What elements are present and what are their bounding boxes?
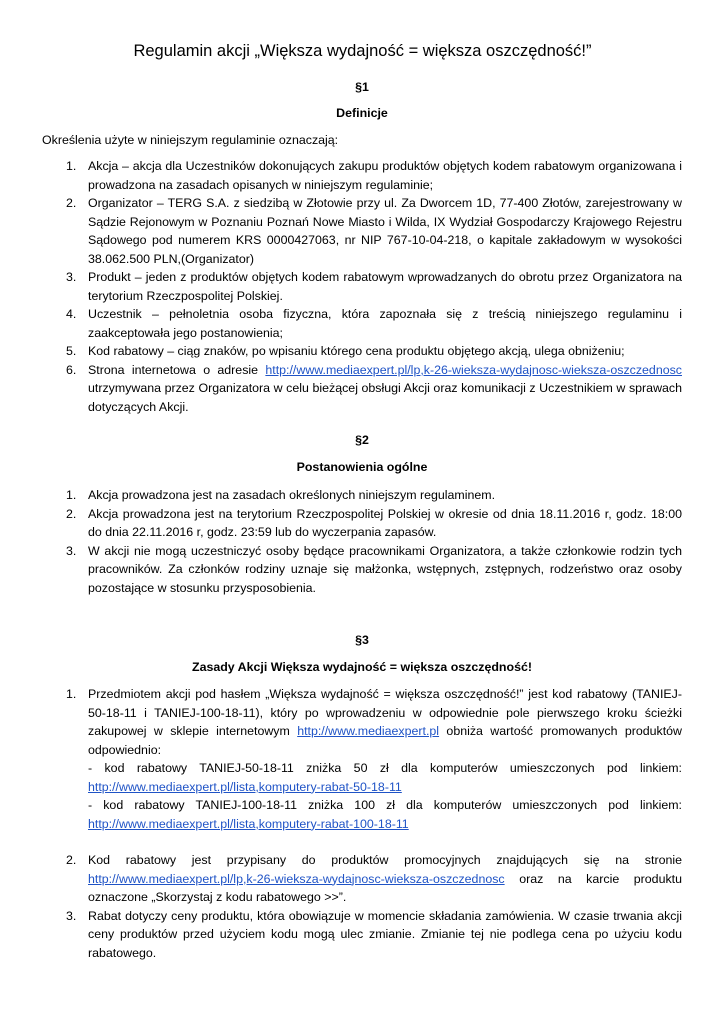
computers-50-link[interactable]: http://www.mediaexpert.pl/lista,komputery-rabat-50-18-11	[88, 779, 402, 794]
section-2-heading: §2	[355, 433, 369, 447]
list-item: 2. Akcja prowadzona jest na terytorium Rzeczpospolitej Polskiej w okresie od dnia 18.11.2016 r, godz. 18:00 do dnia 22.11.2016 r, godz. 23:59 lub do wyczerpania zapasów.	[66, 506, 682, 539]
list-item: 3. W akcji nie mogą uczestniczyć osoby będące pracownikami Organizatora, a także członkowie rodzin tych pracowników. Za członków rodziny uznaje się małżonka, wstępnych, zstępnych, rodzeństwo oraz osoby pozostające w stosunku przysposobienia.	[66, 543, 682, 595]
section-2-subheading: Postanowienia ogólne	[296, 460, 428, 474]
spacer	[42, 833, 682, 851]
promo-page-link[interactable]: http://www.mediaexpert.pl/lp,k-26-wieksza-wydajnosc-wieksza-oszczednosc	[88, 871, 505, 886]
general-provisions-list	[42, 486, 682, 597]
list-item: 2. Organizator – TERG S.A. z siedzibą w Złotowie przy ul. Za Dworcem 1D, 77-400 Złotów, zarejestrowany w Sądzie Rejonowym w Poznaniu Poznań Nowe Miasto i Wilda, IX Wydział Gospodarczy Krajowego Rejestru Sądowego pod numerem KRS 0000427063, nr NIP 767-10-04-218, o kapitale zakładowym w wysokości 38.062.500 PLN,(Organizator)	[66, 196, 682, 266]
list-item: 2. Kod rabatowy jest przypisany do produktów promocyjnych znajdujących się na stronie http://www.mediaexpert.pl/lp,k-26-wieksza-wydajnosc-wieksza-oszczednosc oraz na karcie produktu oznaczone „Skorzystaj z kodu rabatowego >>”.	[66, 853, 682, 904]
section-3-heading: §3	[355, 633, 369, 647]
document-title: Regulamin akcji „Większa wydajność = większa oszczędność!”	[133, 42, 592, 60]
section-1-subheading: Definicje	[336, 106, 388, 120]
list-item: 4. Uczestnik – pełnoletnia osoba fizyczna, która zapoznała się z treścią niniejszego regulaminu i zaakceptowała jego postanowienia;	[66, 307, 682, 340]
list-item: 3. Rabat dotyczy ceny produktu, która obowiązuje w momencie składania zamówienia. W czasie trwania akcji ceny produktów przed użyciem kodu mogą ulec zmianie. Zmianie tej nie podlega cena po użyciu kodu rabatowego.	[66, 908, 682, 960]
list-item: 1. Akcja – akcja dla Uczestników dokonujących zakupu produktów objętych kodem rabatowym organizowana i prowadzona na zasadach opisanych w niniejszym regulaminie;	[66, 159, 682, 192]
list-item: 1. Akcja prowadzona jest na zasadach określonych niniejszym regulaminem.	[66, 488, 496, 502]
section-3-subheading: Zasady Akcji Większa wydajność = większa oszczędność!	[192, 660, 532, 674]
rules-list	[42, 685, 682, 962]
list-item: 1. Przedmiotem akcji pod hasłem „Większa wydajność = większa oszczędność!” jest kod rabatowy (TANIEJ-50-18-11 i TANIEJ-100-18-11), który po wprowadzeniu w odpowiednie pole pierwszego kroku ścieżki zakupowej w sklepie internetowym http://www.mediaexpert.pl obniża wartość promowanych produktów odpowiednio: - kod rabatowy TANIEJ-50-18-11 zniżka 50 zł dla komputerów umieszczonych pod linkiem: http://www.mediaexpert.pl/lista,komputery-rabat-50-18-11 - kod rabatowy TANIEJ-100-18-11 zniżka 100 zł dla komputerów umieszczonych pod linkiem: http://www.mediaexpert.pl/lista,komputery-rabat-100-18-11	[42, 685, 682, 833]
website-link[interactable]: http://www.mediaexpert.pl/lp,k-26-wieksza-wydajnosc-wieksza-oszczednosc	[265, 362, 682, 377]
section-1-intro: Określenia użyte w niniejszym regulaminie oznaczają:	[42, 133, 339, 147]
list-item: 3. Produkt – jeden z produktów objętych kodem rabatowym wprowadzanych do obrotu przez Organizatora na terytorium Rzeczpospolitej Polskiej.	[66, 270, 682, 303]
list-item: 5. Kod rabatowy – ciąg znaków, po wpisaniu którego cena produktu objętego akcją, ulega obniżeniu;	[66, 344, 625, 358]
list-item: 6. Strona internetowa o adresie http://www.mediaexpert.pl/lp,k-26-wieksza-wydajnosc-wieksza-oszczednosc utrzymywana przez Organizatora w celu bieżącej obsługi Akcji oraz komunikacji z Uczestnikiem w sprawach dotyczących Akcji.	[66, 362, 682, 414]
section-1-heading: §1	[355, 80, 369, 94]
discount-code-2: - kod rabatowy TANIEJ-100-18-11 zniżka 100 zł dla komputerów umieszczonych pod linkiem:	[88, 798, 682, 812]
discount-code-1: - kod rabatowy TANIEJ-50-18-11 zniżka 50 zł dla komputerów umieszczonych pod linkiem:	[88, 761, 682, 775]
definitions-list	[42, 157, 682, 416]
computers-100-link[interactable]: http://www.mediaexpert.pl/lista,komputery-rabat-100-18-11	[88, 816, 409, 831]
mediaexpert-link[interactable]: http://www.mediaexpert.pl	[297, 724, 440, 738]
